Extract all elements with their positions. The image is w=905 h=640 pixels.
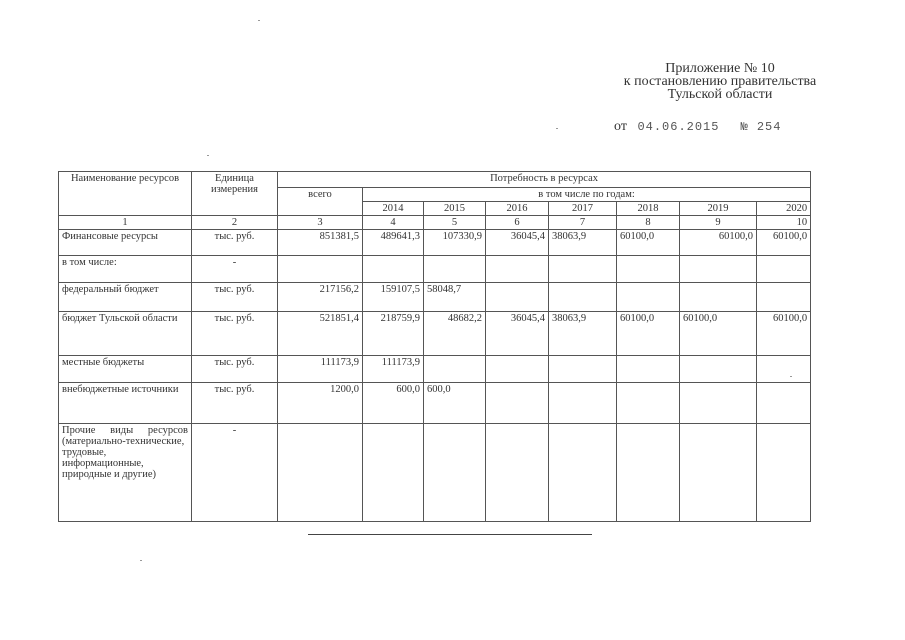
row-value bbox=[549, 383, 617, 424]
row-value: 38063,9 bbox=[549, 312, 617, 356]
row-value bbox=[486, 383, 549, 424]
column-number: 1 bbox=[59, 216, 192, 230]
column-number: 3 bbox=[278, 216, 363, 230]
row-total: 851381,5 bbox=[278, 230, 363, 256]
column-number: 10 bbox=[757, 216, 811, 230]
row-value bbox=[757, 383, 811, 424]
row-unit: тыс. руб. bbox=[192, 283, 278, 312]
scan-speck bbox=[207, 155, 209, 156]
column-number-row bbox=[59, 216, 811, 230]
row-value: 600,0 bbox=[424, 383, 486, 424]
row-value bbox=[617, 356, 680, 383]
row-value bbox=[363, 256, 424, 283]
row-value bbox=[486, 356, 549, 383]
column-number: 6 bbox=[486, 216, 549, 230]
column-number: 8 bbox=[617, 216, 680, 230]
table-row bbox=[59, 383, 811, 424]
header-year: 2019 bbox=[680, 202, 757, 216]
scan-speck bbox=[556, 128, 558, 129]
header-year: 2018 bbox=[617, 202, 680, 216]
table-row bbox=[59, 256, 811, 283]
row-value: 60100,0 bbox=[680, 312, 757, 356]
column-number: 2 bbox=[192, 216, 278, 230]
row-value: 58048,7 bbox=[424, 283, 486, 312]
row-name: бюджет Тульской области bbox=[59, 312, 192, 356]
row-total: 1200,0 bbox=[278, 383, 363, 424]
row-value bbox=[549, 356, 617, 383]
row-value bbox=[486, 256, 549, 283]
row-unit: - bbox=[192, 424, 278, 522]
row-name: внебюджетные источники bbox=[59, 383, 192, 424]
table-row bbox=[59, 424, 811, 522]
row-total bbox=[278, 424, 363, 522]
row-value: 36045,4 bbox=[486, 312, 549, 356]
header-year: 2020 bbox=[757, 202, 811, 216]
header-year: 2015 bbox=[424, 202, 486, 216]
row-value: 159107,5 bbox=[363, 283, 424, 312]
row-name: в том числе: bbox=[59, 256, 192, 283]
row-unit: тыс. руб. bbox=[192, 383, 278, 424]
row-name: местные бюджеты bbox=[59, 356, 192, 383]
row-value bbox=[680, 383, 757, 424]
appendix-header bbox=[600, 62, 840, 101]
row-name: Прочие виды ресурсов (материально-технические, трудовые, информационные, природные и другие) bbox=[59, 424, 192, 522]
header-resource-need: Потребность в ресурсах bbox=[278, 172, 811, 188]
row-value: 489641,3 bbox=[363, 230, 424, 256]
row-value bbox=[757, 424, 811, 522]
table-row bbox=[59, 312, 811, 356]
row-value bbox=[757, 356, 811, 383]
row-value bbox=[617, 256, 680, 283]
row-unit: - bbox=[192, 256, 278, 283]
scan-speck bbox=[140, 560, 142, 561]
row-unit: тыс. руб. bbox=[192, 356, 278, 383]
header-unit: Единица измерения bbox=[192, 172, 278, 216]
decree-date: 04.06.2015 bbox=[637, 120, 720, 134]
row-value bbox=[549, 256, 617, 283]
column-number: 7 bbox=[549, 216, 617, 230]
column-number: 4 bbox=[363, 216, 424, 230]
scan-speck bbox=[790, 376, 792, 377]
row-value bbox=[617, 283, 680, 312]
decree-dateline bbox=[614, 119, 781, 135]
header-total: всего bbox=[278, 188, 363, 216]
header-year: 2017 bbox=[549, 202, 617, 216]
table-row bbox=[59, 283, 811, 312]
row-value bbox=[363, 424, 424, 522]
appendix-subtitle-line2: Тульской области bbox=[667, 87, 773, 102]
row-name: Финансовые ресурсы bbox=[59, 230, 192, 256]
row-value bbox=[757, 283, 811, 312]
row-value: 107330,9 bbox=[424, 230, 486, 256]
row-total: 111173,9 bbox=[278, 356, 363, 383]
header-by-years: в том числе по годам: bbox=[363, 188, 811, 202]
decree-number: № 254 bbox=[740, 120, 782, 134]
row-unit: тыс. руб. bbox=[192, 312, 278, 356]
row-value: 38063,9 bbox=[549, 230, 617, 256]
header-resource-name: Наименование ресурсов bbox=[59, 172, 192, 216]
row-value bbox=[424, 256, 486, 283]
header-year: 2016 bbox=[486, 202, 549, 216]
row-value: 60100,0 bbox=[757, 312, 811, 356]
column-number: 9 bbox=[680, 216, 757, 230]
closing-rule bbox=[308, 534, 592, 535]
row-value bbox=[424, 356, 486, 383]
row-value: 60100,0 bbox=[757, 230, 811, 256]
row-value: 111173,9 bbox=[363, 356, 424, 383]
row-value bbox=[680, 283, 757, 312]
column-number: 5 bbox=[424, 216, 486, 230]
row-value bbox=[680, 424, 757, 522]
row-value bbox=[486, 424, 549, 522]
row-value bbox=[617, 424, 680, 522]
row-value bbox=[424, 424, 486, 522]
row-value: 218759,9 bbox=[363, 312, 424, 356]
row-unit: тыс. руб. bbox=[192, 230, 278, 256]
row-value bbox=[486, 283, 549, 312]
row-name: федеральный бюджет bbox=[59, 283, 192, 312]
row-total: 521851,4 bbox=[278, 312, 363, 356]
row-total: 217156,2 bbox=[278, 283, 363, 312]
resources-table bbox=[58, 171, 811, 522]
table-row bbox=[59, 356, 811, 383]
row-value bbox=[757, 256, 811, 283]
row-value: 36045,4 bbox=[486, 230, 549, 256]
row-value: 60100,0 bbox=[680, 230, 757, 256]
appendix-subtitle-line1: к постановлению правительства bbox=[623, 74, 817, 89]
row-value: 60100,0 bbox=[617, 230, 680, 256]
row-value bbox=[680, 356, 757, 383]
scan-speck bbox=[258, 20, 260, 21]
row-value: 48682,2 bbox=[424, 312, 486, 356]
row-value: 60100,0 bbox=[617, 312, 680, 356]
table-row bbox=[59, 230, 811, 256]
row-value bbox=[549, 283, 617, 312]
header-year: 2014 bbox=[363, 202, 424, 216]
row-value bbox=[680, 256, 757, 283]
row-value bbox=[617, 383, 680, 424]
appendix-title: Приложение № 10 bbox=[665, 61, 775, 76]
date-prefix: от bbox=[614, 119, 627, 134]
row-value: 600,0 bbox=[363, 383, 424, 424]
row-total bbox=[278, 256, 363, 283]
row-value bbox=[549, 424, 617, 522]
